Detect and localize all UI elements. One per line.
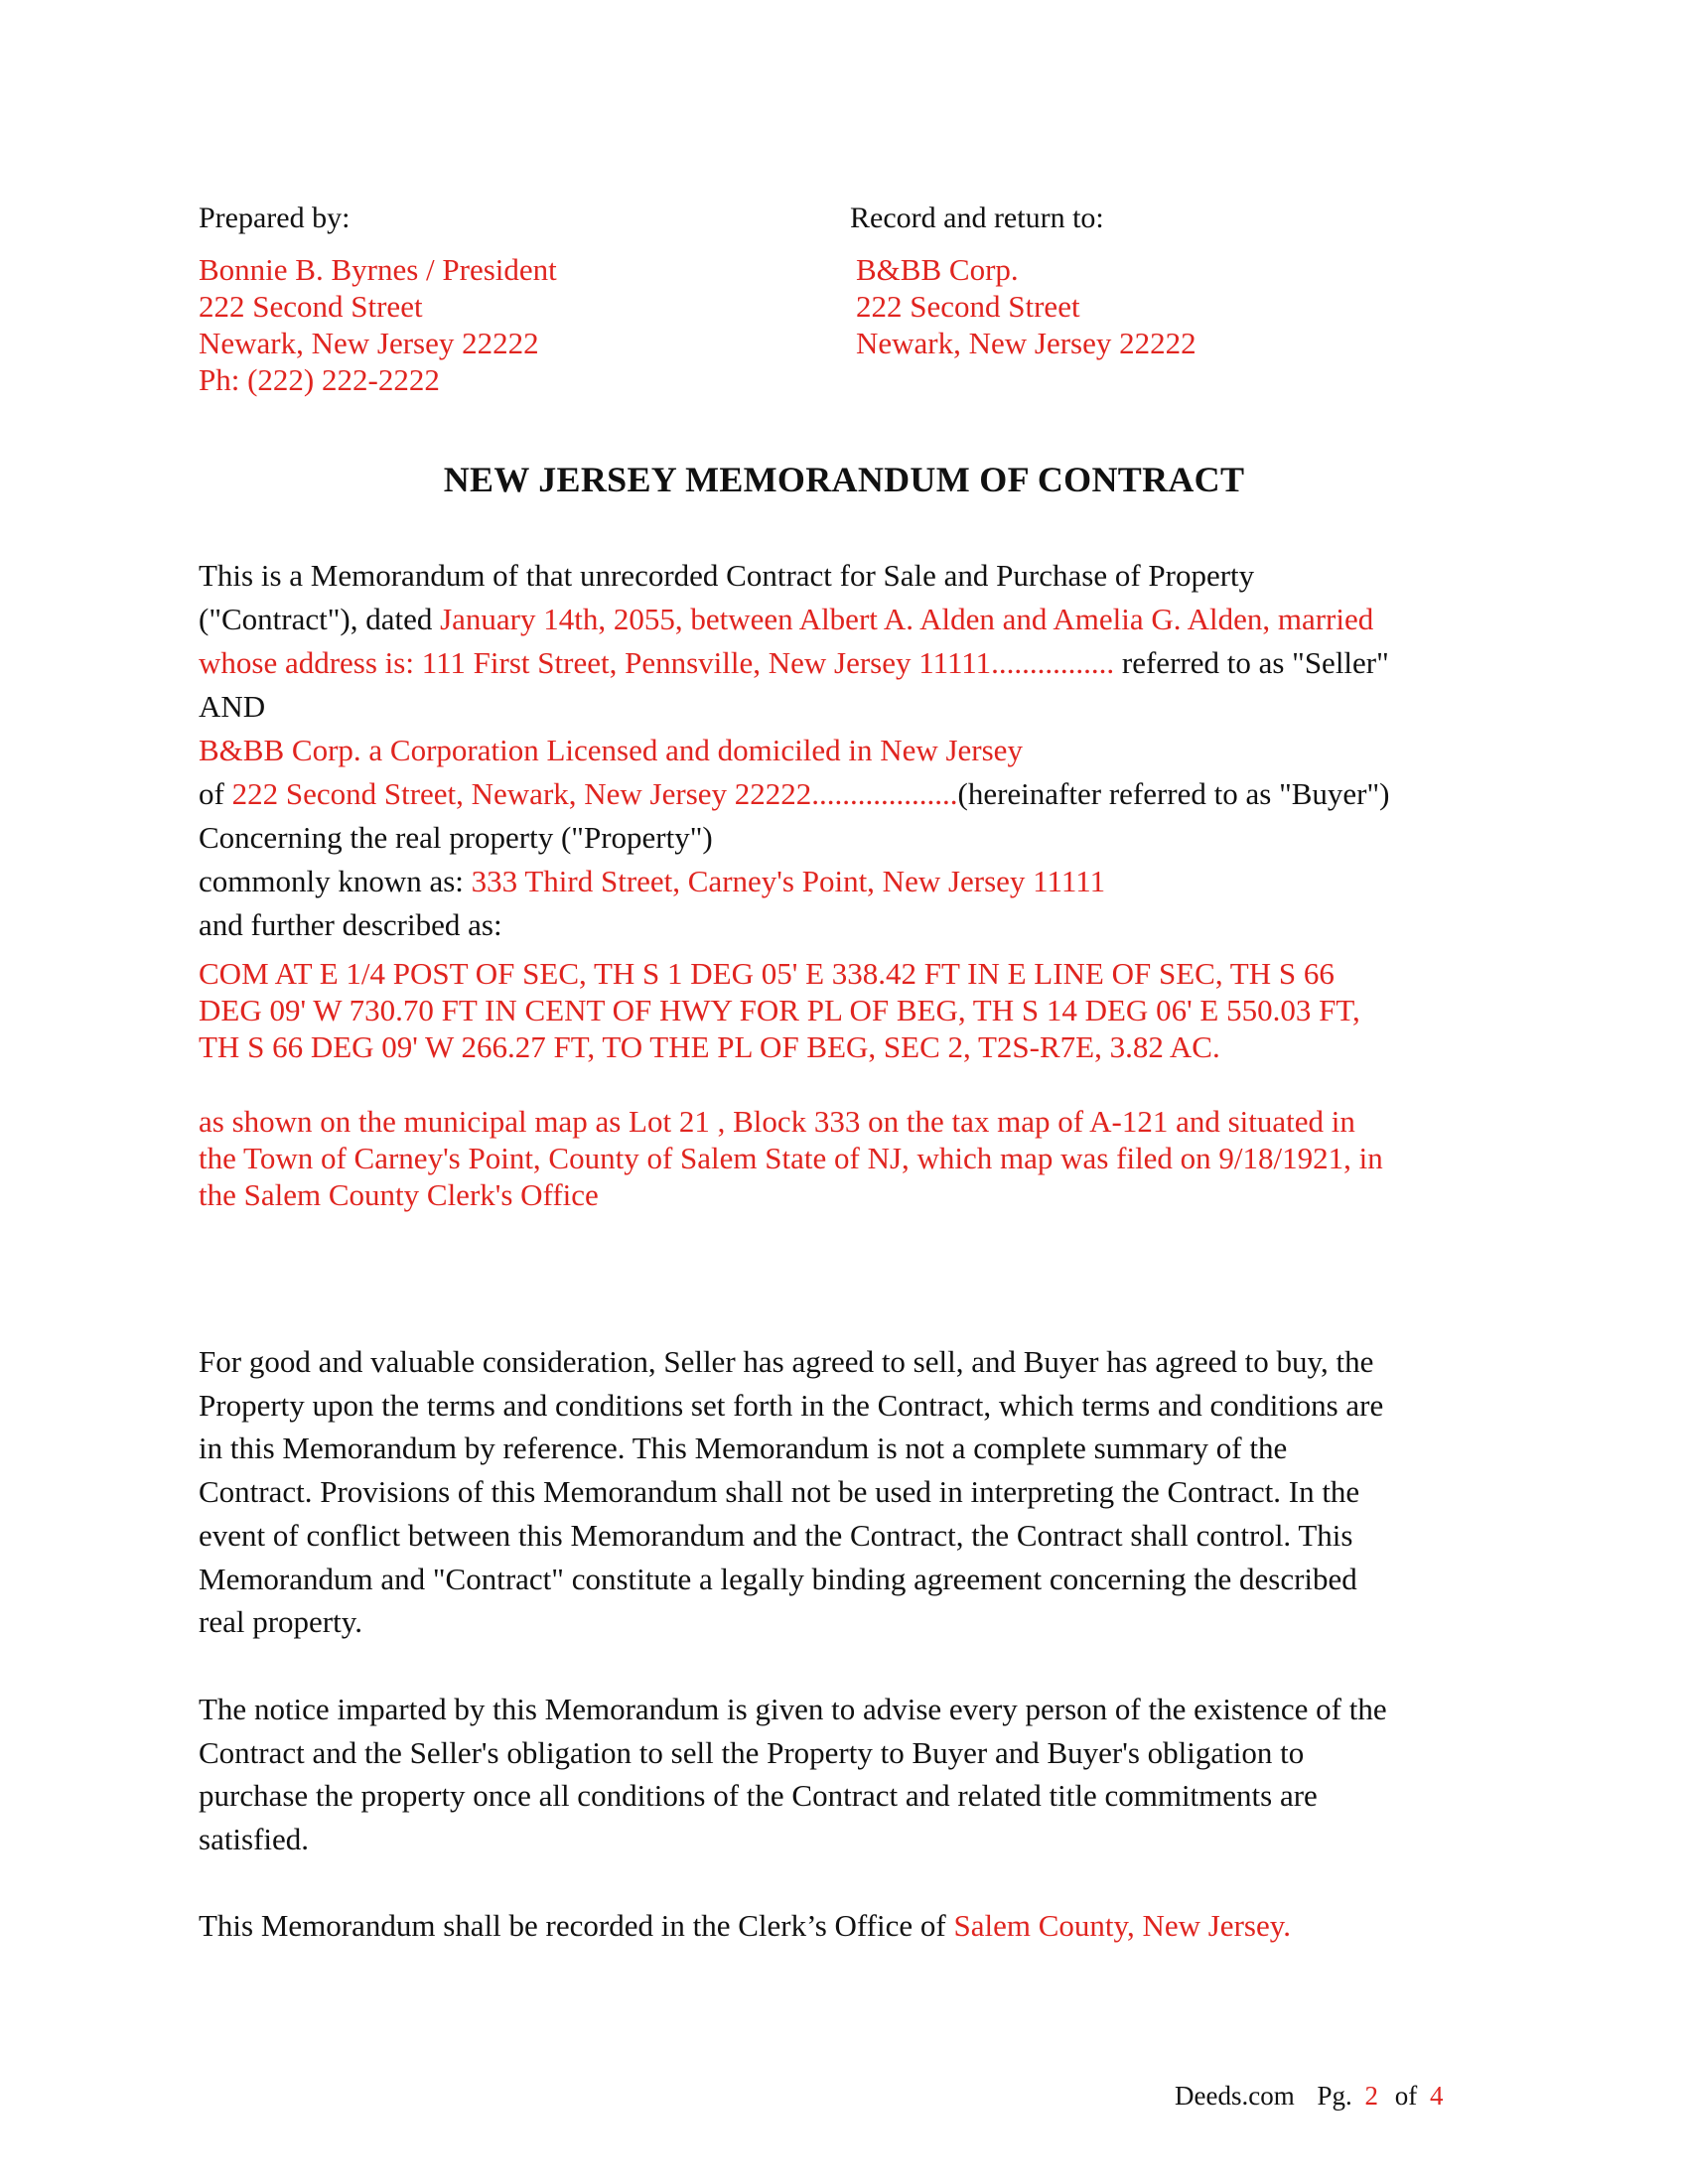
return-to-label: Record and return to: [850, 202, 1104, 234]
footer-page-current: 2 [1364, 2081, 1378, 2111]
footer-of-label: of [1394, 2081, 1418, 2111]
preparer-name: Bonnie B. Byrnes / President [199, 252, 557, 287]
return-to-city: Newark, New Jersey 22222 [856, 326, 1196, 360]
page-footer [1175, 2081, 1444, 2112]
footer-site: Deeds.com [1175, 2081, 1295, 2111]
footer-page-total: 4 [1430, 2081, 1444, 2111]
footer-page-label: Pg. [1317, 2081, 1352, 2111]
document-title: NEW JERSEY MEMORANDUM OF CONTRACT [443, 460, 1245, 499]
intro-line-3 [199, 645, 1389, 681]
recording-county: Salem County, New Jersey. [953, 1908, 1291, 1943]
preparer-phone: Ph: (222) 222-2222 [199, 362, 440, 397]
known-as-line [199, 864, 1105, 899]
buyer-address-line [199, 776, 1389, 812]
and-line: AND [199, 689, 266, 724]
return-to-name: B&BB Corp. [856, 252, 1019, 287]
contract-prefix: ("Contract"), dated [199, 602, 441, 636]
buyer-address: 222 Second Street, Newark, New Jersey 22222 [231, 776, 812, 811]
intro-line-2 [199, 602, 1373, 637]
further-described-line: and further described as: [199, 907, 502, 942]
intro-line-1 [199, 558, 1254, 594]
recorded-line [199, 1908, 1291, 1944]
property-address: 333 Third Street, Carney's Point, New Jersey 11111 [471, 864, 1106, 898]
concerning-line: Concerning the real property ("Property") [199, 820, 713, 855]
legal-description: COM AT E 1/4 POST OF SEC, TH S 1 DEG 05' E 338.42 FT IN E LINE OF SEC, TH S 66 DEG 09' W 730.70 FT IN CENT OF HWY FOR PL OF BEG, TH S 14 DEG 06' E 550.03 FT, TH S 66 DEG 09' W 266.27 FT, TO THE PL OF BEG, SEC 2, T2S-R7E, 3.82 AC. [199, 956, 1360, 1064]
return-to-street: 222 Second Street [856, 289, 1080, 324]
buyer-address-prefix: of [199, 776, 232, 811]
buyer-address-dots: ................... [811, 776, 958, 811]
seller-reference: referred to as "Seller" [1114, 645, 1389, 680]
contract-date-parties: January 14th, 2055, between Albert A. Alden and Amelia G. Alden, married [440, 602, 1374, 636]
seller-address: whose address is: 111 First Street, Pennsville, New Jersey 11111 [199, 645, 992, 680]
known-as-prefix: commonly known as: [199, 864, 464, 898]
seller-address-dots: ................ [991, 645, 1115, 680]
buyer-reference: (hereinafter referred to as "Buyer") [957, 776, 1390, 811]
preparer-street: 222 Second Street [199, 289, 423, 324]
prepared-by-label: Prepared by: [199, 202, 351, 234]
buyer-name: B&BB Corp. a Corporation Licensed and domiciled in New Jersey [199, 733, 1023, 767]
map-description: as shown on the municipal map as Lot 21 , Block 333 on the tax map of A-121 and situated in the Town of Carney's Point, County of Salem State of NJ, which map was filed on 9/18/1921, in the Salem County Clerk's Office [199, 1104, 1383, 1212]
recorded-prefix: This Memorandum shall be recorded in the Clerk’s Office of [199, 1908, 954, 1943]
consideration-paragraph: For good and valuable consideration, Seller has agreed to sell, and Buyer has agreed to buy, the Property upon the terms and conditions set forth in the Contract, which terms and conditions are in this Memorandum by reference. This Memorandum is not a complete summary of the Contract. Provisions of this Memorandum shall not be used in interpreting the Contract. In the event of conflict between this Memorandum and the Contract, the Contract shall control. This Memorandum and "Contract" constitute a legally binding agreement concerning the described real property. [199, 1344, 1384, 1640]
preparer-city: Newark, New Jersey 22222 [199, 326, 539, 360]
intro-line-1-text: This is a Memorandum of that unrecorded Contract for Sale and Purchase of Property [199, 558, 1255, 593]
notice-paragraph: The notice imparted by this Memorandum is given to advise every person of the existence of the Contract and the Seller's obligation to sell the Property to Buyer and Buyer's obligation to purchase the property once all conditions of the Contract and related title commitments are satisfied. [199, 1692, 1387, 1857]
